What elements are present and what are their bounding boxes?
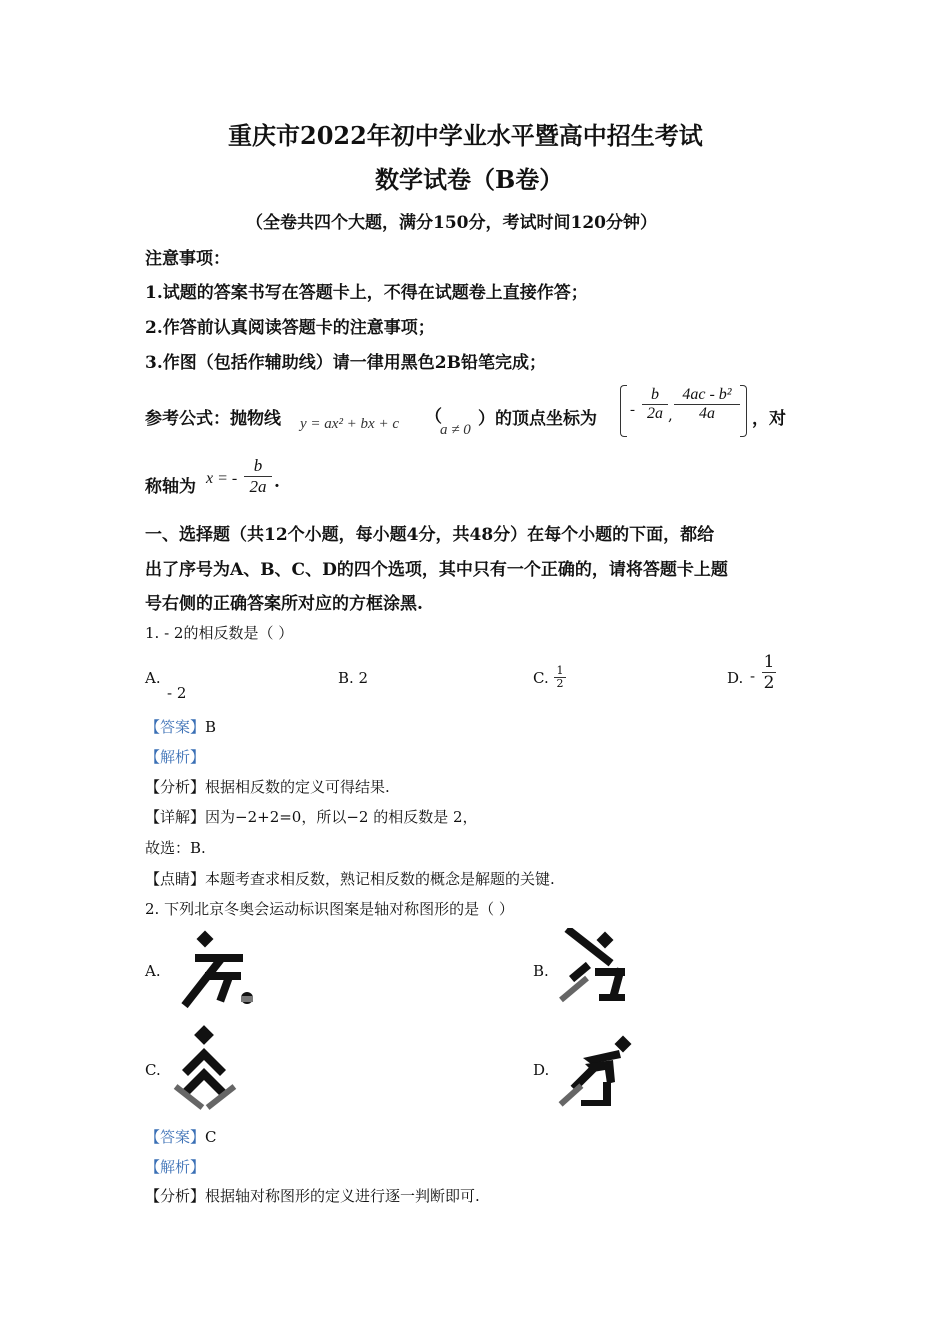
- note-item: 1.试题的答案书写在答题卡上，不得在试题卷上直接作答；: [145, 283, 588, 303]
- option-d-label: D.: [533, 1061, 550, 1079]
- paper-title: 数学试卷（B卷）: [375, 165, 564, 194]
- left-paren: [620, 385, 627, 437]
- numerator: b: [651, 386, 659, 403]
- answer-tag: 【答案】: [145, 718, 206, 736]
- answer-tag: 【答案】: [145, 1128, 206, 1146]
- dianjing-line: [145, 868, 555, 889]
- option-d-fraction: [762, 652, 776, 693]
- numerator: 1: [763, 652, 775, 672]
- option-d-minus: -: [750, 667, 756, 685]
- axis-period: .: [274, 472, 280, 492]
- option-c-label: C.: [145, 1061, 161, 1079]
- question-stem: 2. 下列北京冬奥会运动标识图案是轴对称图形的是（ ）: [145, 900, 514, 918]
- fraction-b-over-2a: [642, 386, 668, 423]
- option-a-value: - 2: [167, 684, 187, 702]
- denominator: 2: [556, 677, 564, 690]
- page-title: 重庆市2022年初中学业水平暨高中招生考试: [228, 121, 703, 150]
- denominator: 2a: [647, 405, 663, 422]
- analysis-tag: 【解析】: [145, 748, 206, 766]
- answer-line: [145, 1126, 217, 1147]
- note-item: 2.作答前认真阅读答题卡的注意事项；: [145, 318, 435, 338]
- xiangjie-text: 因为−2+2=0，所以−2 的相反数是 2，: [205, 808, 478, 826]
- choose-line: 故选：B.: [145, 839, 206, 857]
- analysis-tag: 【解析】: [145, 1158, 206, 1176]
- option-b: B. 2: [338, 669, 369, 687]
- answer-line: [145, 716, 216, 737]
- condition: a ≠ 0: [440, 422, 471, 438]
- numerator: b: [253, 456, 263, 475]
- answer-value: B: [205, 718, 217, 736]
- option-c-label: C.: [533, 669, 549, 687]
- exam-info: （全卷共四个大题，满分150分，考试时间120分钟）: [246, 213, 657, 233]
- option-a-label: A.: [145, 962, 161, 980]
- fenxi-tag: 【分析】: [145, 1187, 206, 1205]
- numerator: 4ac - b²: [682, 386, 732, 403]
- section-text: 出了序号为A、B、C、D的四个选项，其中只有一个正确的，请将答题卡上题: [145, 560, 728, 580]
- curling-icon: [165, 930, 257, 1010]
- fenxi-line: [145, 1185, 480, 1206]
- paren-open: （: [425, 407, 442, 427]
- denominator: 4a: [699, 405, 715, 422]
- comma: ,: [668, 406, 673, 424]
- axis-prefix: 称轴为: [145, 477, 196, 497]
- option-c-fraction: [554, 665, 566, 690]
- denominator: 2: [763, 673, 775, 693]
- formula-prefix: 参考公式：抛物线: [145, 409, 281, 429]
- option-d-label: D.: [727, 669, 744, 687]
- right-paren: [740, 385, 747, 437]
- axis-equation: x = -: [206, 470, 238, 487]
- fenxi-line: [145, 776, 390, 797]
- skiing-icon: [555, 928, 637, 1010]
- dianjing-tag: 【点睛】: [145, 870, 206, 888]
- formula-vertex-text: ）的顶点坐标为: [478, 409, 597, 429]
- denominator: 2a: [249, 477, 267, 496]
- vertex-minus: -: [630, 402, 635, 418]
- section-text: 号右侧的正确答案所对应的方框涂黑.: [145, 594, 423, 614]
- notes-heading: 注意事项：: [145, 249, 230, 269]
- numerator: 1: [556, 664, 564, 677]
- speed-skating-icon: [555, 1034, 635, 1114]
- xiangjie-tag: 【详解】: [145, 808, 206, 826]
- note-item: 3.作图（包括作辅助线）请一律用黑色2B铅笔完成；: [145, 353, 546, 373]
- option-b-label: B.: [533, 962, 549, 980]
- xiangjie-line: [145, 806, 478, 827]
- question-stem: 1. - 2的相反数是（ ）: [145, 624, 294, 642]
- parabola-formula: y = ax² + bx + c: [300, 416, 399, 432]
- section-heading: 一、选择题（共12个小题，每小题4分，共48分）在每个小题的下面，都给: [145, 525, 715, 545]
- answer-value: C: [205, 1128, 217, 1146]
- fraction-axis: [244, 456, 272, 497]
- fenxi-text: 根据轴对称图形的定义进行逐一判断即可.: [205, 1187, 480, 1205]
- fenxi-text: 根据相反数的定义可得结果.: [205, 778, 390, 796]
- fenxi-tag: 【分析】: [145, 778, 206, 796]
- formula-suffix: ，对: [752, 409, 786, 429]
- ski-jump-icon: [170, 1024, 240, 1110]
- dianjing-text: 本题考查求相反数，熟记相反数的概念是解题的关键.: [205, 870, 555, 888]
- fraction-4ac: [674, 386, 740, 423]
- option-a-label: A.: [145, 669, 161, 687]
